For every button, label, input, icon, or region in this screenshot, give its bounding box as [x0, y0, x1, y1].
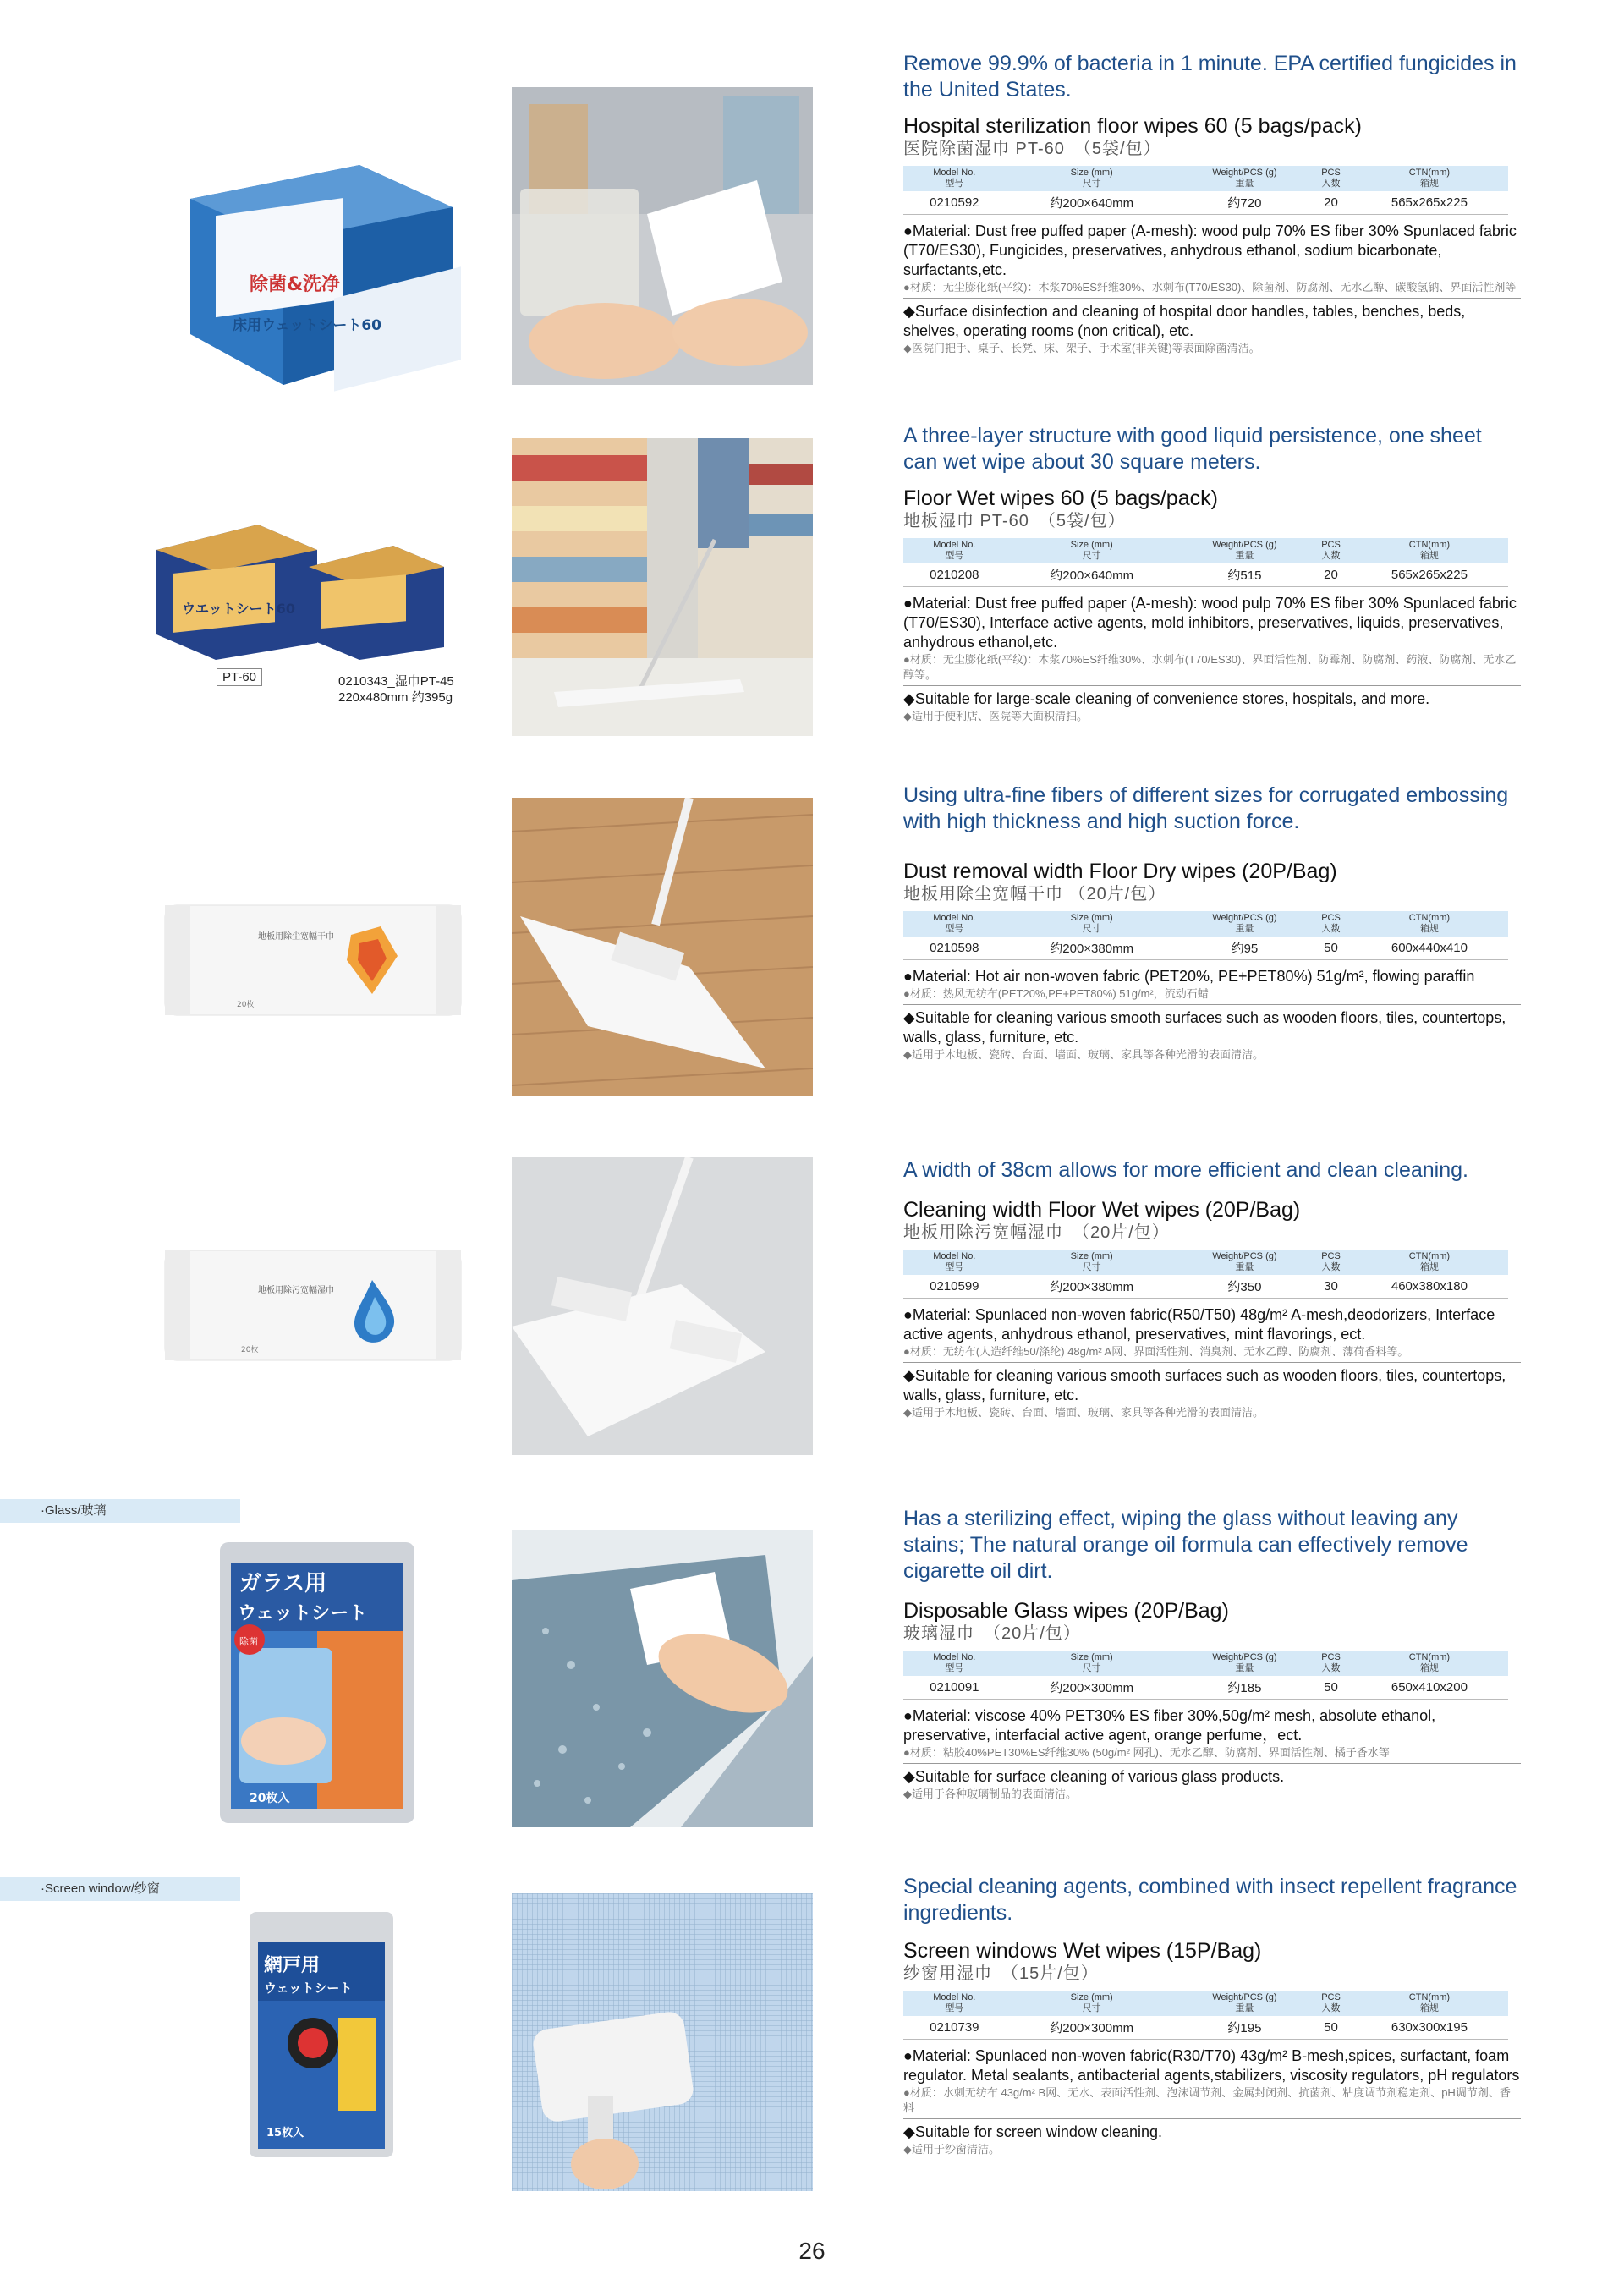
product-info	[903, 1506, 1521, 1801]
cell-size: 约200×380mm	[1006, 937, 1178, 960]
cell-ctn: 565x265x225	[1351, 563, 1508, 587]
col-ctn-header: CTN(mm) 箱规	[1351, 1991, 1508, 2016]
col-weight-header: Weight/PCS (g) 重量	[1178, 1250, 1311, 1275]
material-text-cn: ●材质：无纺布(人造纤维50/涤纶) 48g/m² A网、界面活性剂、消臭剂、无水乙醇、防腐剂、薄荷香料等。	[903, 1344, 1521, 1363]
material-text: ●Material: Hot air non-woven fabric (PET20%, PE+PET80%) 51g/m², flowing paraffin	[903, 968, 1475, 985]
usage-text-cn: ◆适用于木地板、瓷砖、台面、墙面、玻璃、家具等各种光滑的表面清洁。	[903, 1048, 1264, 1061]
product-package-image	[156, 901, 469, 1019]
package-text: 除菌	[239, 1636, 258, 1647]
spec-header-row	[903, 1651, 1508, 1676]
usage-text: ◆Surface disinfection and cleaning of hospital door handles, tables, benches, beds, shelves, operating rooms (non critical), etc.	[903, 303, 1466, 339]
product-info	[903, 423, 1521, 723]
product-package-image	[156, 516, 469, 660]
product-package-image	[216, 1538, 419, 1827]
product-title: Screen windows Wet wipes (15P/Bag)	[903, 1939, 1262, 1963]
product-subtitle: 地板用除污宽幅湿巾 （20片/包）	[903, 1223, 1170, 1242]
product-usage-photo	[512, 1893, 813, 2191]
product-usage-photo	[512, 87, 813, 385]
col-ctn-header: CTN(mm) 箱规	[1351, 911, 1508, 937]
col-ctn-header: CTN(mm) 箱规	[1351, 1651, 1508, 1676]
cell-ctn: 460x380x180	[1351, 1275, 1508, 1299]
spec-table	[903, 166, 1508, 215]
spec-table	[903, 911, 1508, 960]
spec-row	[903, 2016, 1508, 2040]
usage-text: ◆Suitable for screen window cleaning.	[903, 2123, 1163, 2140]
col-size-header: Size (mm) 尺寸	[1006, 166, 1178, 191]
product-package-image	[156, 1246, 469, 1365]
spec-row	[903, 937, 1508, 960]
product-subtitle: 纱窗用湿巾 （15片/包）	[903, 1964, 1099, 1983]
product-subtitle: 地板湿巾 PT-60 （5袋/包）	[903, 512, 1126, 530]
col-model-header: Model No. 型号	[903, 166, 1006, 191]
product-usage-photo	[512, 798, 813, 1096]
package-text: 地板用除污宽幅湿巾	[258, 1286, 334, 1295]
spec-header-row	[903, 1991, 1508, 2016]
cell-model: 0210599	[903, 1275, 1006, 1299]
product-info	[903, 1157, 1521, 1420]
cell-pcs: 20	[1311, 563, 1351, 587]
product-headline: Has a sterilizing effect, wiping the glass without leaving any stains; The natural orange oil formula can effectively remove cigarette oil dirt.	[903, 1507, 1468, 1583]
cell-model: 0210592	[903, 191, 1006, 215]
product-usage-photo	[512, 1157, 813, 1455]
product-title: Cleaning width Floor Wet wipes (20P/Bag)	[903, 1198, 1301, 1222]
col-model-header: Model No. 型号	[903, 1651, 1006, 1676]
col-model-header: Model No. 型号	[903, 1250, 1006, 1275]
material-text-cn: ●材质：热风无纺布(PET20%,PE+PET80%) 51g/m²，流动石蜡	[903, 986, 1521, 1005]
product-headline: A three-layer structure with good liquid persistence, one sheet can wet wipe about 30 square meters.	[903, 424, 1482, 474]
cell-size: 约200×300mm	[1006, 2016, 1178, 2040]
package-text: ガラス用	[239, 1571, 327, 1596]
cell-ctn: 630x300x195	[1351, 2016, 1508, 2040]
spec-row	[903, 1275, 1508, 1299]
spec-header-row	[903, 166, 1508, 191]
cell-size: 约200×300mm	[1006, 1676, 1178, 1700]
col-model-header: Model No. 型号	[903, 1991, 1006, 2016]
product-info	[903, 51, 1521, 355]
cell-weight: 约720	[1178, 191, 1311, 215]
cell-model: 0210091	[903, 1676, 1006, 1700]
package-text: 除菌&洗净	[250, 274, 341, 295]
product-headline: A width of 38cm allows for more efficient and clean cleaning.	[903, 1158, 1468, 1182]
package-text: 地板用除尘宽幅干巾	[258, 932, 334, 942]
spec-table	[903, 1651, 1508, 1700]
product-usage-photo	[512, 1530, 813, 1827]
material-text: ●Material: viscose 40% PET30% ES fiber 30%,50g/m² mesh, absolute ethanol, preservative, interfacial active agent, orange perfume，ect.	[903, 1707, 1436, 1744]
cell-size: 约200×640mm	[1006, 563, 1178, 587]
col-model-header: Model No. 型号	[903, 538, 1006, 563]
product-usage-photo	[512, 438, 813, 736]
package-text: 15枚入	[266, 2127, 304, 2139]
material-text: ●Material: Dust free puffed paper (A-mesh): wood pulp 70% ES fiber 30% Spunlaced fabric (T70/ES30), Interface active agents, mold inhibitors, preservatives, liquids, preservatives, anhydrous ethanol,etc.	[903, 595, 1517, 651]
package-text: 20枚入	[250, 1792, 290, 1805]
material-text: ●Material: Spunlaced non-woven fabric(R50/T50) 48g/m² A-mesh,deodorizers, Interface active agents, anhydrous ethanol, preservatives, mint flavorings, ect.	[903, 1306, 1495, 1343]
col-pcs-header: PCS 入数	[1311, 1250, 1351, 1275]
col-pcs-header: PCS 入数	[1311, 911, 1351, 937]
cell-pcs: 30	[1311, 1275, 1351, 1299]
category-band-screen-window: ·Screen window/纱窗	[0, 1877, 240, 1901]
usage-text-cn: ◆适用于便利店、医院等大面积清扫。	[903, 710, 1088, 722]
usage-text: ◆Suitable for large-scale cleaning of convenience stores, hospitals, and more.	[903, 690, 1430, 707]
cell-size: 约200×640mm	[1006, 191, 1178, 215]
cell-ctn: 650x410x200	[1351, 1676, 1508, 1700]
material-text: ●Material: Dust free puffed paper (A-mesh): wood pulp 70% ES fiber 30% Spunlaced fabric (T70/ES30), Fungicides, preservatives, anhydrous ethanol, sodium bicarbonate, surfactants,etc.	[903, 222, 1517, 278]
material-text-cn: ●材质：水刺无纺布 43g/m² B网、无水、表面活性剂、泡沫调节剂、金属封闭剂、抗菌剂、粘度调节剂稳定剂、pH调节剂、香料	[903, 2085, 1521, 2119]
package-text: 20枚	[241, 1346, 259, 1354]
page-number: 26	[798, 2238, 826, 2264]
package-text: ウェットシート	[238, 1603, 368, 1624]
col-ctn-header: CTN(mm) 箱规	[1351, 1250, 1508, 1275]
cell-ctn: 565x265x225	[1351, 191, 1508, 215]
spec-row	[903, 563, 1508, 587]
spec-table	[903, 1991, 1508, 2040]
col-size-header: Size (mm) 尺寸	[1006, 538, 1178, 563]
product-headline: Special cleaning agents, combined with insect repellent fragrance ingredients.	[903, 1875, 1517, 1925]
cell-weight: 约185	[1178, 1676, 1311, 1700]
cell-ctn: 600x440x410	[1351, 937, 1508, 960]
product-subtitle: 玻璃湿巾 （20片/包）	[903, 1624, 1081, 1643]
cell-model: 0210598	[903, 937, 1006, 960]
package-text: ウエットシート60	[182, 601, 295, 617]
cell-pcs: 50	[1311, 2016, 1351, 2040]
col-weight-header: Weight/PCS (g) 重量	[1178, 1651, 1311, 1676]
package-text: ウェットシート	[264, 1980, 353, 1996]
cell-size: 约200×380mm	[1006, 1275, 1178, 1299]
category-band-glass: ·Glass/玻璃	[0, 1499, 240, 1523]
spec-table	[903, 1250, 1508, 1299]
col-model-header: Model No. 型号	[903, 911, 1006, 937]
col-size-header: Size (mm) 尺寸	[1006, 1250, 1178, 1275]
usage-text: ◆Suitable for cleaning various smooth surfaces such as wooden floors, tiles, countertops, walls, glass, furniture, etc.	[903, 1009, 1506, 1046]
cell-weight: 约350	[1178, 1275, 1311, 1299]
product-info	[903, 1874, 1521, 2156]
col-size-header: Size (mm) 尺寸	[1006, 911, 1178, 937]
product-subtitle: 地板用除尘宽幅干巾 （20片/包）	[903, 885, 1166, 904]
cell-pcs: 50	[1311, 937, 1351, 960]
col-weight-header: Weight/PCS (g) 重量	[1178, 538, 1311, 563]
spec-header-row	[903, 1250, 1508, 1275]
product-package-image	[245, 1908, 398, 2161]
product-title: Disposable Glass wipes (20P/Bag)	[903, 1599, 1229, 1623]
cell-weight: 约515	[1178, 563, 1311, 587]
product-title: Dust removal width Floor Dry wipes (20P/Bag)	[903, 860, 1337, 883]
col-pcs-header: PCS 入数	[1311, 538, 1351, 563]
pt45-note: 0210343_湿巾PT-45 220x480mm 约395g	[338, 674, 454, 705]
spec-header-row	[903, 538, 1508, 563]
package-text: 床用ウェットシート60	[233, 317, 381, 334]
product-headline: Using ultra-fine fibers of different sizes for corrugated embossing with high thickness and high suction force.	[903, 783, 1509, 833]
col-pcs-header: PCS 入数	[1311, 1651, 1351, 1676]
spec-table	[903, 538, 1508, 587]
usage-text: ◆Suitable for surface cleaning of various glass products.	[903, 1768, 1285, 1785]
col-ctn-header: CTN(mm) 箱规	[1351, 166, 1508, 191]
col-pcs-header: PCS 入数	[1311, 166, 1351, 191]
cell-pcs: 20	[1311, 191, 1351, 215]
pt60-label: PT-60	[217, 670, 262, 684]
col-weight-header: Weight/PCS (g) 重量	[1178, 911, 1311, 937]
spec-header-row	[903, 911, 1508, 937]
material-text-cn: ●材质：粘胶40%PET30%ES纤维30% (50g/m² 网孔)、无水乙醇、防腐剂、界面活性剂、橘子香水等	[903, 1745, 1521, 1764]
product-title: Hospital sterilization floor wipes 60 (5 bags/pack)	[903, 114, 1362, 138]
col-weight-header: Weight/PCS (g) 重量	[1178, 1991, 1311, 2016]
usage-text: ◆Suitable for cleaning various smooth surfaces such as wooden floors, tiles, countertops, walls, glass, furniture, etc.	[903, 1367, 1506, 1403]
product-headline: Remove 99.9% of bacteria in 1 minute. EPA certified fungicides in the United States.	[903, 52, 1517, 102]
spec-row	[903, 1676, 1508, 1700]
cell-weight: 约195	[1178, 2016, 1311, 2040]
product-package-image	[156, 140, 469, 393]
col-pcs-header: PCS 入数	[1311, 1991, 1351, 2016]
material-text-cn: ●材质：无尘膨化纸(平纹)：木浆70%ES纤维30%、水刺布(T70/ES30)、除菌剂、防腐剂、无水乙醇、碳酸氢钠、界面活性剂等	[903, 280, 1521, 299]
package-text: 網戸用	[264, 1955, 321, 1976]
product-info	[903, 783, 1521, 1062]
product-title: Floor Wet wipes 60 (5 bags/pack)	[903, 486, 1218, 510]
spec-row	[903, 191, 1508, 215]
usage-text-cn: ◆适用于纱窗清洁。	[903, 2143, 1000, 2156]
package-text: 20枚	[237, 1001, 255, 1009]
cell-model: 0210208	[903, 563, 1006, 587]
cell-pcs: 50	[1311, 1676, 1351, 1700]
col-weight-header: Weight/PCS (g) 重量	[1178, 166, 1311, 191]
col-ctn-header: CTN(mm) 箱规	[1351, 538, 1508, 563]
usage-text-cn: ◆适用于各种玻璃制品的表面清洁。	[903, 1788, 1077, 1800]
product-subtitle: 医院除菌湿巾 PT-60 （5袋/包）	[903, 140, 1161, 158]
material-text-cn: ●材质：无尘膨化纸(平纹)：木浆70%ES纤维30%、水刺布(T70/ES30)、界面活性剂、防霉剂、防腐剂、药液、防腐剂、无水乙醇等。	[903, 652, 1521, 686]
usage-text-cn: ◆医院门把手、桌子、长凳、床、架子、手术室(非关键)等表面除菌清洁。	[903, 342, 1260, 354]
cell-model: 0210739	[903, 2016, 1006, 2040]
cell-weight: 约95	[1178, 937, 1311, 960]
col-size-header: Size (mm) 尺寸	[1006, 1651, 1178, 1676]
col-size-header: Size (mm) 尺寸	[1006, 1991, 1178, 2016]
material-text: ●Material: Spunlaced non-woven fabric(R30/T70) 43g/m² B-mesh,spices, surfactant, foam regulator. Metal sealants, antibacterial agents,stabilizers, viscosity regulators, pH regulators	[903, 2047, 1520, 2084]
usage-text-cn: ◆适用于木地板、瓷砖、台面、墙面、玻璃、家具等各种光滑的表面清洁。	[903, 1406, 1264, 1419]
